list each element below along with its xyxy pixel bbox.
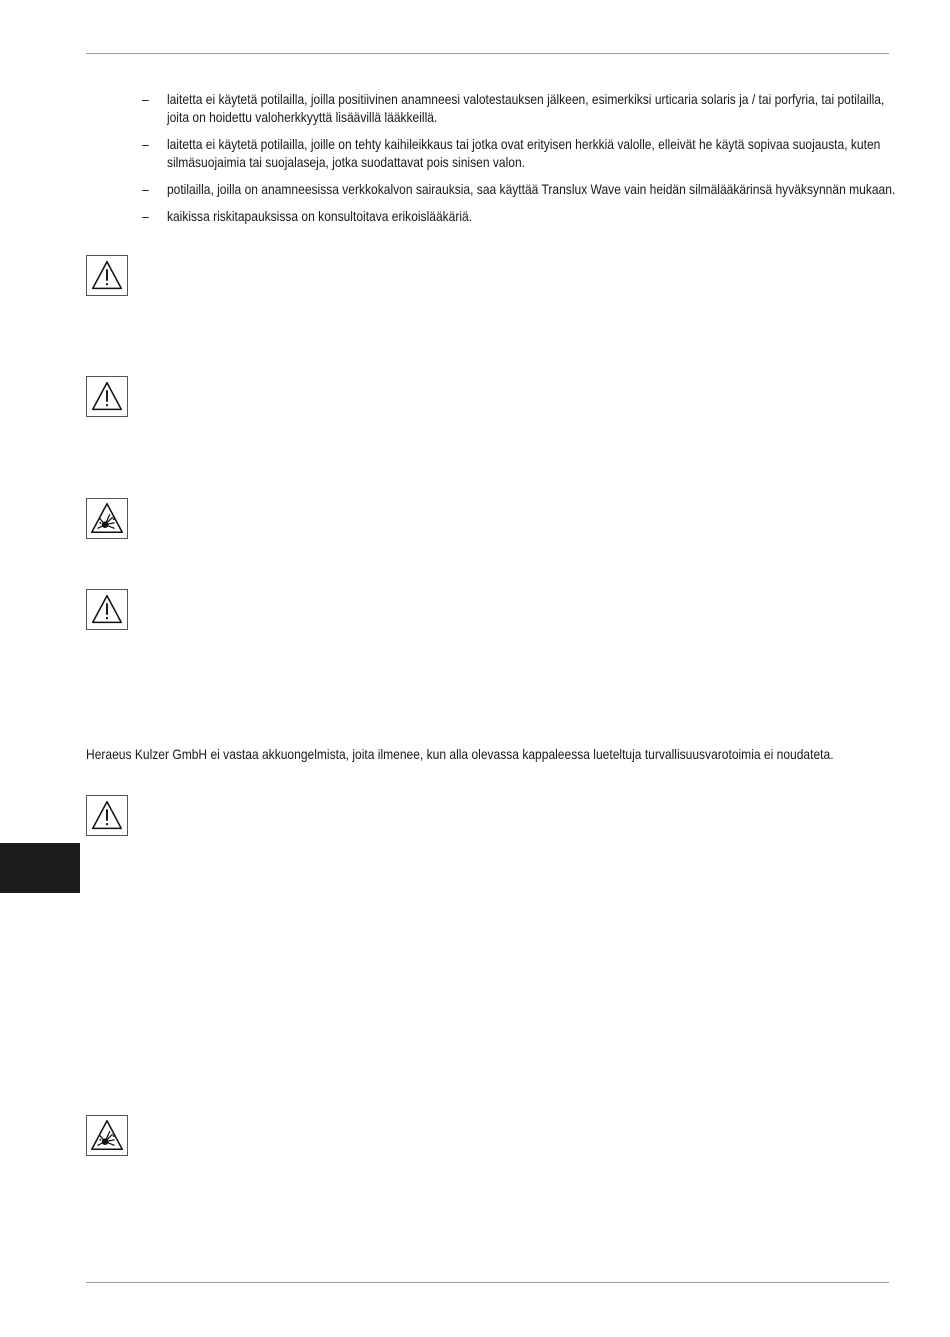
explosion-hazard-icon xyxy=(86,1115,128,1156)
list-item xyxy=(142,180,902,198)
bullet-dash: – xyxy=(142,181,149,197)
bullet-list xyxy=(142,90,896,234)
disclaimer-paragraph: Heraeus Kulzer GmbH ei vastaa akkuongelmista, joita ilmenee, kun alla olevassa kappaleessa lueteltuja turvallisuusvarotoimia ei noudateta. xyxy=(86,746,834,762)
explosion-hazard-graphic xyxy=(87,1116,127,1155)
bullet-text: laitetta ei käytetä potilailla, joilla positiivinen anamneesi valotestauksen jälkeen, esimerkiksi urticaria solaris ja / tai porfyria, tai potilailla, joita on hoidettu valoherkkyyttä lisäävillä lääkkeillä. xyxy=(166,91,885,125)
explosion-hazard-icon xyxy=(86,498,128,539)
warning-triangle-icon xyxy=(86,255,128,296)
warning-triangle-graphic xyxy=(87,590,127,629)
explosion-hazard-graphic xyxy=(87,499,127,538)
warning-triangle-icon xyxy=(86,376,128,417)
chapter-tab xyxy=(0,843,80,893)
footer-rule xyxy=(86,1282,889,1283)
warning-triangle-icon xyxy=(86,795,128,836)
bullet-text: laitetta ei käytetä potilailla, joille on tehty kaihileikkaus tai jotka ovat erityisen herkkiä valolle, elleivät he käytä sopivaa suojausta, kuten silmäsuojaimia tai suojalaseja, jotka suodattavat pois sinisen valon. xyxy=(166,136,881,170)
warning-triangle-graphic xyxy=(87,796,127,835)
bullet-text: potilailla, joilla on anamneesissa verkkokalvon sairauksia, saa käyttää Translux Wave vain heidän silmälääkärinsä hyväksynnän mukaan. xyxy=(166,181,896,197)
warning-triangle-icon xyxy=(86,589,128,630)
list-item xyxy=(142,135,902,171)
warning-triangle-graphic xyxy=(87,256,127,295)
list-item xyxy=(142,207,902,225)
list-item xyxy=(142,90,902,126)
bullet-dash: – xyxy=(142,91,149,107)
bullet-dash: – xyxy=(142,136,149,152)
bullet-text: kaikissa riskitapauksissa on konsultoitava erikoislääkäriä. xyxy=(166,208,473,224)
header-rule xyxy=(86,53,889,54)
bullet-dash: – xyxy=(142,208,149,224)
warning-triangle-graphic xyxy=(87,377,127,416)
